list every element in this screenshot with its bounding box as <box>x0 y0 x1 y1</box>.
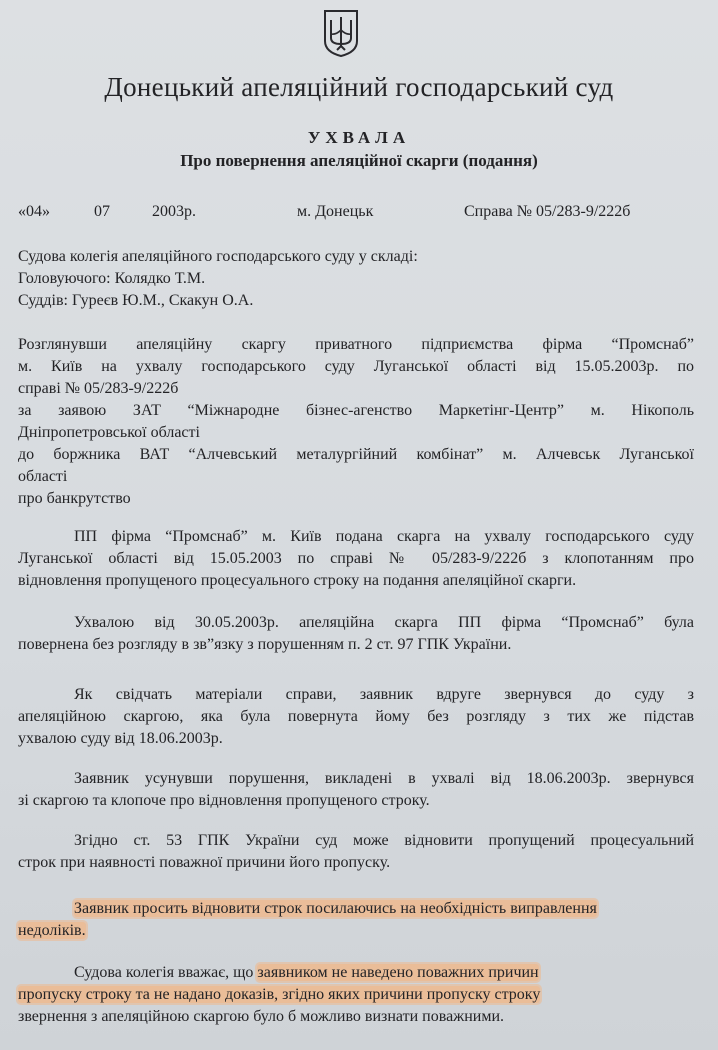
trident-emblem-icon <box>322 8 360 58</box>
considering-line: Дніпропетровської області <box>18 424 200 441</box>
panel-line: Суддів: Гуреєв Ю.М., Скакун О.А. <box>18 292 254 309</box>
paragraph-line: Ухвалою від 30.05.2003р. апеляційна скарга ПП фірма “Промснаб” була <box>74 614 694 631</box>
highlight-mark: пропуску строку та не надано доказів, згідно яких причини пропуску строку <box>18 986 541 1003</box>
considering-line: про банкрутство <box>18 490 131 507</box>
considering-line: до боржника ВАТ “Алчевський металургійний комбінат” м. Алчевськ Луганської <box>18 446 694 463</box>
highlight-mark: заявником не наведено поважних причин <box>257 964 539 981</box>
considering-line: за заявою ЗАТ “Міжнародне бізнес-агенство Маркетінг-Центр” м. Нікополь <box>18 402 694 419</box>
highlight-mark: недоліків. <box>18 922 86 939</box>
paragraph-line <box>18 920 694 942</box>
paragraph-line: звернення з апеляційною скаргою було б можливо визнати поважними. <box>18 1008 505 1025</box>
paragraph-line: повернена без розгляду в зв”язку з порушенням п. 2 ст. 97 ГПК України. <box>18 636 512 653</box>
paragraph-6 <box>18 898 694 942</box>
date-day: «04» <box>18 203 50 220</box>
paragraph-4 <box>18 768 694 812</box>
paragraph-line: Луганської області від 15.05.2003 по справі № 05/283-9/222б з клопотанням про <box>18 550 694 567</box>
paragraph-line: зі скаргою та клопоче про відновлення пропущеного строку. <box>18 792 430 809</box>
paragraph-3 <box>18 684 694 750</box>
case-number: Справа № 05/283-9/222б <box>464 203 631 220</box>
paragraph-line: відновлення пропущеного процесуального строку на подання апеляційної скарги. <box>18 572 577 589</box>
paragraph-line: Заявник усунувши порушення, викладені в ухвалі від 18.06.2003р. звернувся <box>74 770 694 787</box>
considering-block <box>18 334 694 510</box>
paragraph-5 <box>18 830 694 874</box>
considering-line: Розглянувши апеляційну скаргу приватного підприємства фірма “Промснаб” <box>18 336 694 353</box>
highlight-mark: Заявник просить відновити строк посилаючись на необхідність виправлення <box>74 900 597 917</box>
city: м. Донецьк <box>297 203 374 220</box>
paragraph-line: строк при наявності поважної причини його пропуску. <box>18 854 391 871</box>
paragraph-line <box>18 984 694 1006</box>
considering-line: справі № 05/283-9/222б <box>18 380 179 397</box>
paragraph-line: Згідно ст. 53 ГПК України суд може відновити пропущений процесуальний <box>74 832 694 849</box>
paragraph-line: апеляційною скаргою, яка була повернута йому без розгляду з тих же підстав <box>18 708 694 725</box>
paragraph-line: ПП фірма “Промснаб” м. Київ подана скарга на ухвалу господарського суду <box>74 528 694 545</box>
document-type: УХВАЛА <box>307 128 411 147</box>
considering-line: м. Київ на ухвалу господарського суду Луганської області від 15.05.2003р. по <box>18 358 694 375</box>
paragraph-2 <box>18 612 694 656</box>
considering-line: області <box>18 468 68 485</box>
paragraph-text: Судова колегія вважає, що <box>74 964 254 981</box>
document-subtitle: Про повернення апеляційної скарги (подання) <box>180 151 538 170</box>
panel-composition <box>18 246 694 312</box>
panel-line: Головуючого: Колядко Т.М. <box>18 270 206 287</box>
paragraph-line <box>18 962 694 984</box>
paragraph-7 <box>18 962 694 1028</box>
paragraph-1 <box>18 526 694 592</box>
date-year: 2003р. <box>152 203 196 220</box>
date-month: 07 <box>94 203 110 220</box>
paragraph-line: Як свідчать матеріали справи, заявник вдруге звернувся до суду з <box>74 686 694 703</box>
paragraph-line <box>18 898 694 920</box>
paragraph-line: ухвалою суду від 18.06.2003р. <box>18 730 223 747</box>
panel-line: Судова колегія апеляційного господарського суду у складі: <box>18 248 418 265</box>
court-name: Донецький апеляційний господарський суд <box>104 72 614 102</box>
